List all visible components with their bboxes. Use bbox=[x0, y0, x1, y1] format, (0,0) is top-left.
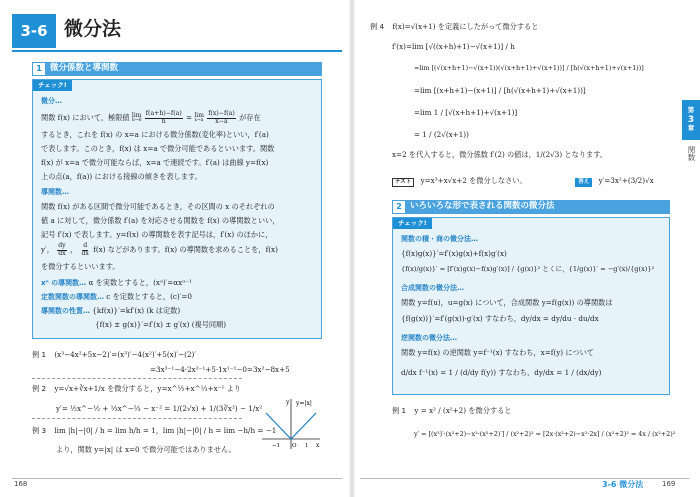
const-rule bbox=[41, 292, 192, 302]
definition-line-2: するとき，これを f(x) の x=a における微分係数(変化率)といい，f′(a) bbox=[41, 130, 269, 139]
diff-coeff-heading: 微分… bbox=[41, 97, 62, 105]
ex4-line-4: =lim 1 / [√(x+h+1)+√(x+1)] bbox=[414, 108, 518, 117]
composite-line-1: 関数 y=f(u)，u=g(x) について，合成関数 y=f(g(x)) の導関数は bbox=[401, 298, 613, 307]
subsection-number: 2 bbox=[393, 201, 405, 213]
power-heading: xⁿ の導関数… bbox=[41, 279, 87, 287]
def-post-text: が存在 bbox=[239, 113, 261, 122]
example-label: 例 1 bbox=[32, 350, 47, 359]
test-question: y=x³+x√x+2 を微分しなさい。 bbox=[420, 176, 527, 185]
example-3 bbox=[32, 426, 276, 436]
d4-pre: y′， bbox=[41, 245, 54, 254]
frac-num: f(a+h)−f(a) bbox=[145, 110, 182, 117]
chapter-tab-2: 3 bbox=[687, 114, 695, 125]
lim-sub: x→a bbox=[194, 117, 204, 123]
example-1-line-1: (x³−4x²+5x−2)′=(x³)′−4(x²)′+5(x)′−(2)′ bbox=[54, 350, 196, 359]
ex4-line-5: = 1 / (2√(x+1)) bbox=[414, 130, 469, 139]
check-box bbox=[32, 79, 322, 339]
example-label: 例 2 bbox=[32, 384, 47, 393]
definition-line-1 bbox=[41, 111, 261, 125]
page-number-right: 169 bbox=[662, 479, 676, 488]
subsection-title: 微分係数と導関数 bbox=[50, 63, 119, 74]
test-tag: テスト bbox=[392, 178, 414, 187]
inverse-line-2: d/dx f⁻¹(x) = 1 / (d/dy f(y)) すなわち，dy/dx = 1 / (dx/dy) bbox=[401, 368, 602, 377]
chapter-tab-1: 第 bbox=[687, 105, 695, 114]
footer-rule bbox=[12, 478, 342, 479]
example-1 bbox=[32, 350, 196, 360]
section-rule bbox=[12, 50, 342, 52]
example-label: 例 3 bbox=[32, 426, 47, 435]
example-2-line-2: y′= ½x^−½ + ⅓x^−⅔ − x⁻² = 1/(2√x) + 1/(3∛x²) − 1/x² bbox=[56, 404, 263, 413]
definition-line-3: で表します。このとき，f(x) は x=a で微分可能であるといいます。関数 bbox=[41, 144, 275, 153]
dy-dx-fraction bbox=[57, 243, 66, 257]
derivative-line-5: を微分するといいます。 bbox=[41, 262, 120, 271]
section-number-badge: 3-6 bbox=[12, 14, 56, 48]
diff-quotient-fraction-2 bbox=[207, 111, 236, 125]
graph-origin-label: O bbox=[292, 443, 297, 449]
r-example-1 bbox=[392, 406, 511, 416]
ex4-line-1: f′(x)=lim [√((x+h)+1)−√(x+1)] / h bbox=[392, 42, 515, 51]
ex4-line-6: x=2 を代入すると，微分係数 f′(2) の値は，1/(2√3) となります。 bbox=[392, 150, 607, 159]
derivative-line-2: 値 a に対して，微分係数 f′(a) を対応させる関数を f(x) の導関数といい， bbox=[41, 216, 280, 225]
example-label: 例 1 bbox=[392, 406, 407, 415]
inverse-heading: 逆関数の微分法… bbox=[401, 334, 457, 342]
frac-den: x−a bbox=[215, 117, 228, 125]
r-ex1-line-1: y′ = [(x²)′·(x²+2)−x²·(x²+2)′] / (x²+2)² = [2x·(x²+2)−x²·2x] / (x²+2)² = 4x / (x²+2)² bbox=[414, 430, 676, 438]
power-rule bbox=[41, 278, 192, 288]
composite-heading: 合成関数の微分法… bbox=[401, 284, 464, 292]
derivative-line-4 bbox=[41, 243, 278, 257]
footer-section: 3-6 微分法 bbox=[602, 480, 644, 490]
quotient-rule: {f(x)/g(x)}′ = [f′(x)g(x)−f(x)g′(x)] / {g(x)}² とくに，{1/g(x)}′ = −g′(x)/{g(x)}² bbox=[401, 265, 655, 273]
ex4-line-2: =lim [(√(x+h+1)−√(x+1))(√(x+h+1)+√(x+1))] / [h(√(x+h+1)+√(x+1))] bbox=[414, 64, 644, 72]
property-1: {kf(x)}′=kf′(x) (k は定数) bbox=[92, 306, 181, 315]
r-ex1-line-0: y = x² / (x²+2) を微分すると bbox=[414, 406, 512, 415]
lim-expression bbox=[132, 113, 142, 124]
d4-post: f(x) などがあります。f(x) の導関数を求めることを，f(x) bbox=[93, 245, 278, 254]
chapter-side-label: 関数 bbox=[687, 146, 696, 161]
frac-num: d bbox=[83, 242, 88, 249]
derivative-line-1: 関数 f(x) がある区間で微分可能であるとき，その区間の x のそれぞれの bbox=[41, 202, 275, 211]
example-2 bbox=[32, 384, 241, 394]
definition-line-4: f(x) が x=a で微分可能ならば，x=a で連続です。f′(a) は曲線 y=f(x) bbox=[41, 158, 269, 167]
frac-num: f(x)−f(a) bbox=[208, 110, 235, 117]
ex4-line-0: f(x)=√(x+1) を定義にしたがって微分すると bbox=[392, 22, 539, 31]
section-title: 微分法 bbox=[64, 18, 122, 40]
divider bbox=[32, 378, 242, 379]
answer-tag: 答え bbox=[575, 178, 592, 187]
lim-expression-2 bbox=[194, 113, 204, 124]
derivative-line-3: 記号 f′(x) で表します。y=f(x) の導関数を表す記号は，f′(x) のほかに， bbox=[41, 230, 273, 239]
chapter-tab-3: 章 bbox=[687, 124, 695, 133]
frac-num: dy bbox=[58, 242, 66, 249]
lim-sub: h→0 bbox=[131, 117, 142, 123]
test-line bbox=[392, 176, 654, 187]
const-text: c を定数とすると，(c)′=0 bbox=[106, 292, 192, 301]
diff-quotient-fraction bbox=[145, 111, 183, 125]
chapter-tab bbox=[682, 100, 700, 140]
property-rule bbox=[41, 306, 180, 316]
lim-word: lim bbox=[194, 111, 204, 119]
divider bbox=[32, 418, 242, 419]
check-label: チェック! bbox=[393, 218, 432, 229]
definition-line-5: 上の点(a，f(a)) における接線の傾きを表します。 bbox=[41, 172, 202, 181]
inverse-line-1: 関数 y=f(x) の逆関数 y=f⁻¹(x) すなわち，x=f(y) について bbox=[401, 348, 594, 357]
answer-text: y′=3x²+(3/2)√x bbox=[598, 176, 654, 185]
example-2-line-1: y=√x+∛x+1/x を微分すると，y=x^½+x^⅓+x⁻¹ より bbox=[54, 384, 241, 393]
example-1-line-2: =3x³⁻¹−4·2x²⁻¹+5·1x¹⁻¹−0=3x²−8x+5 bbox=[150, 365, 290, 374]
right-page bbox=[352, 0, 700, 497]
ex4-line-3: =lim [(x+h+1)−(x+1)] / [h(√(x+h+1)+√(x+1))] bbox=[414, 86, 586, 95]
check-label: チェック! bbox=[33, 80, 72, 91]
const-heading: 定数関数の導関数… bbox=[41, 293, 104, 301]
example-3-line-2: より，関数 y=|x| は x=0 で微分可能ではありません。 bbox=[56, 445, 236, 454]
graph-label: y=|x| bbox=[296, 400, 312, 407]
frac-den: h bbox=[161, 117, 166, 125]
composite-line-2: {f(g(x))}′=f′(g(x))·g′(x) すなわち，dy/dx = dy/du · du/dx bbox=[401, 314, 599, 323]
check-box-2 bbox=[392, 217, 670, 395]
lim-word: lim bbox=[131, 111, 142, 119]
subsection-header-1 bbox=[32, 62, 322, 76]
graph-y-label: y bbox=[286, 399, 290, 406]
power-text: α を実数とすると，(xᵅ)′=αxᵅ⁻¹ bbox=[88, 278, 192, 287]
frac-den: dx bbox=[58, 249, 66, 257]
abs-value-graph bbox=[258, 395, 324, 453]
product-rule: {f(x)g(x)}′=f′(x)g(x)+f(x)g′(x) bbox=[401, 249, 507, 258]
d-dx-fraction bbox=[80, 243, 89, 257]
product-quotient-heading: 関数の積・商の微分法… bbox=[401, 235, 478, 243]
subsection-header-2 bbox=[392, 200, 670, 214]
def-pre-text: 関数 f(x) において，極限値 bbox=[41, 113, 130, 122]
graph-tick-1: 1 bbox=[305, 443, 309, 449]
example-3-line-1: lim |h|−|0| / h = lim h/h = 1，lim |h|−|0| / h = lim −h/h = −1 bbox=[54, 426, 277, 435]
property-2: {f(x) ± g(x)}′=f′(x) ± g′(x) (複号同順) bbox=[95, 320, 227, 329]
footer-rule bbox=[360, 478, 690, 479]
subsection-number: 1 bbox=[33, 63, 45, 75]
equals-sign: = bbox=[186, 113, 193, 122]
derivative-heading: 導関数… bbox=[41, 188, 69, 196]
example-label: 例 4 bbox=[370, 22, 385, 31]
frac-den: dx bbox=[81, 249, 89, 257]
d4-mid: ， bbox=[69, 245, 78, 254]
graph-x-label: x bbox=[316, 442, 320, 449]
property-heading: 導関数の性質… bbox=[41, 307, 90, 315]
ex4-intro bbox=[370, 22, 538, 32]
graph-tick-minus1: −1 bbox=[272, 443, 281, 449]
subsection-title: いろいろな形で表される関数の微分法 bbox=[410, 201, 555, 212]
page-number-left: 168 bbox=[14, 479, 28, 488]
